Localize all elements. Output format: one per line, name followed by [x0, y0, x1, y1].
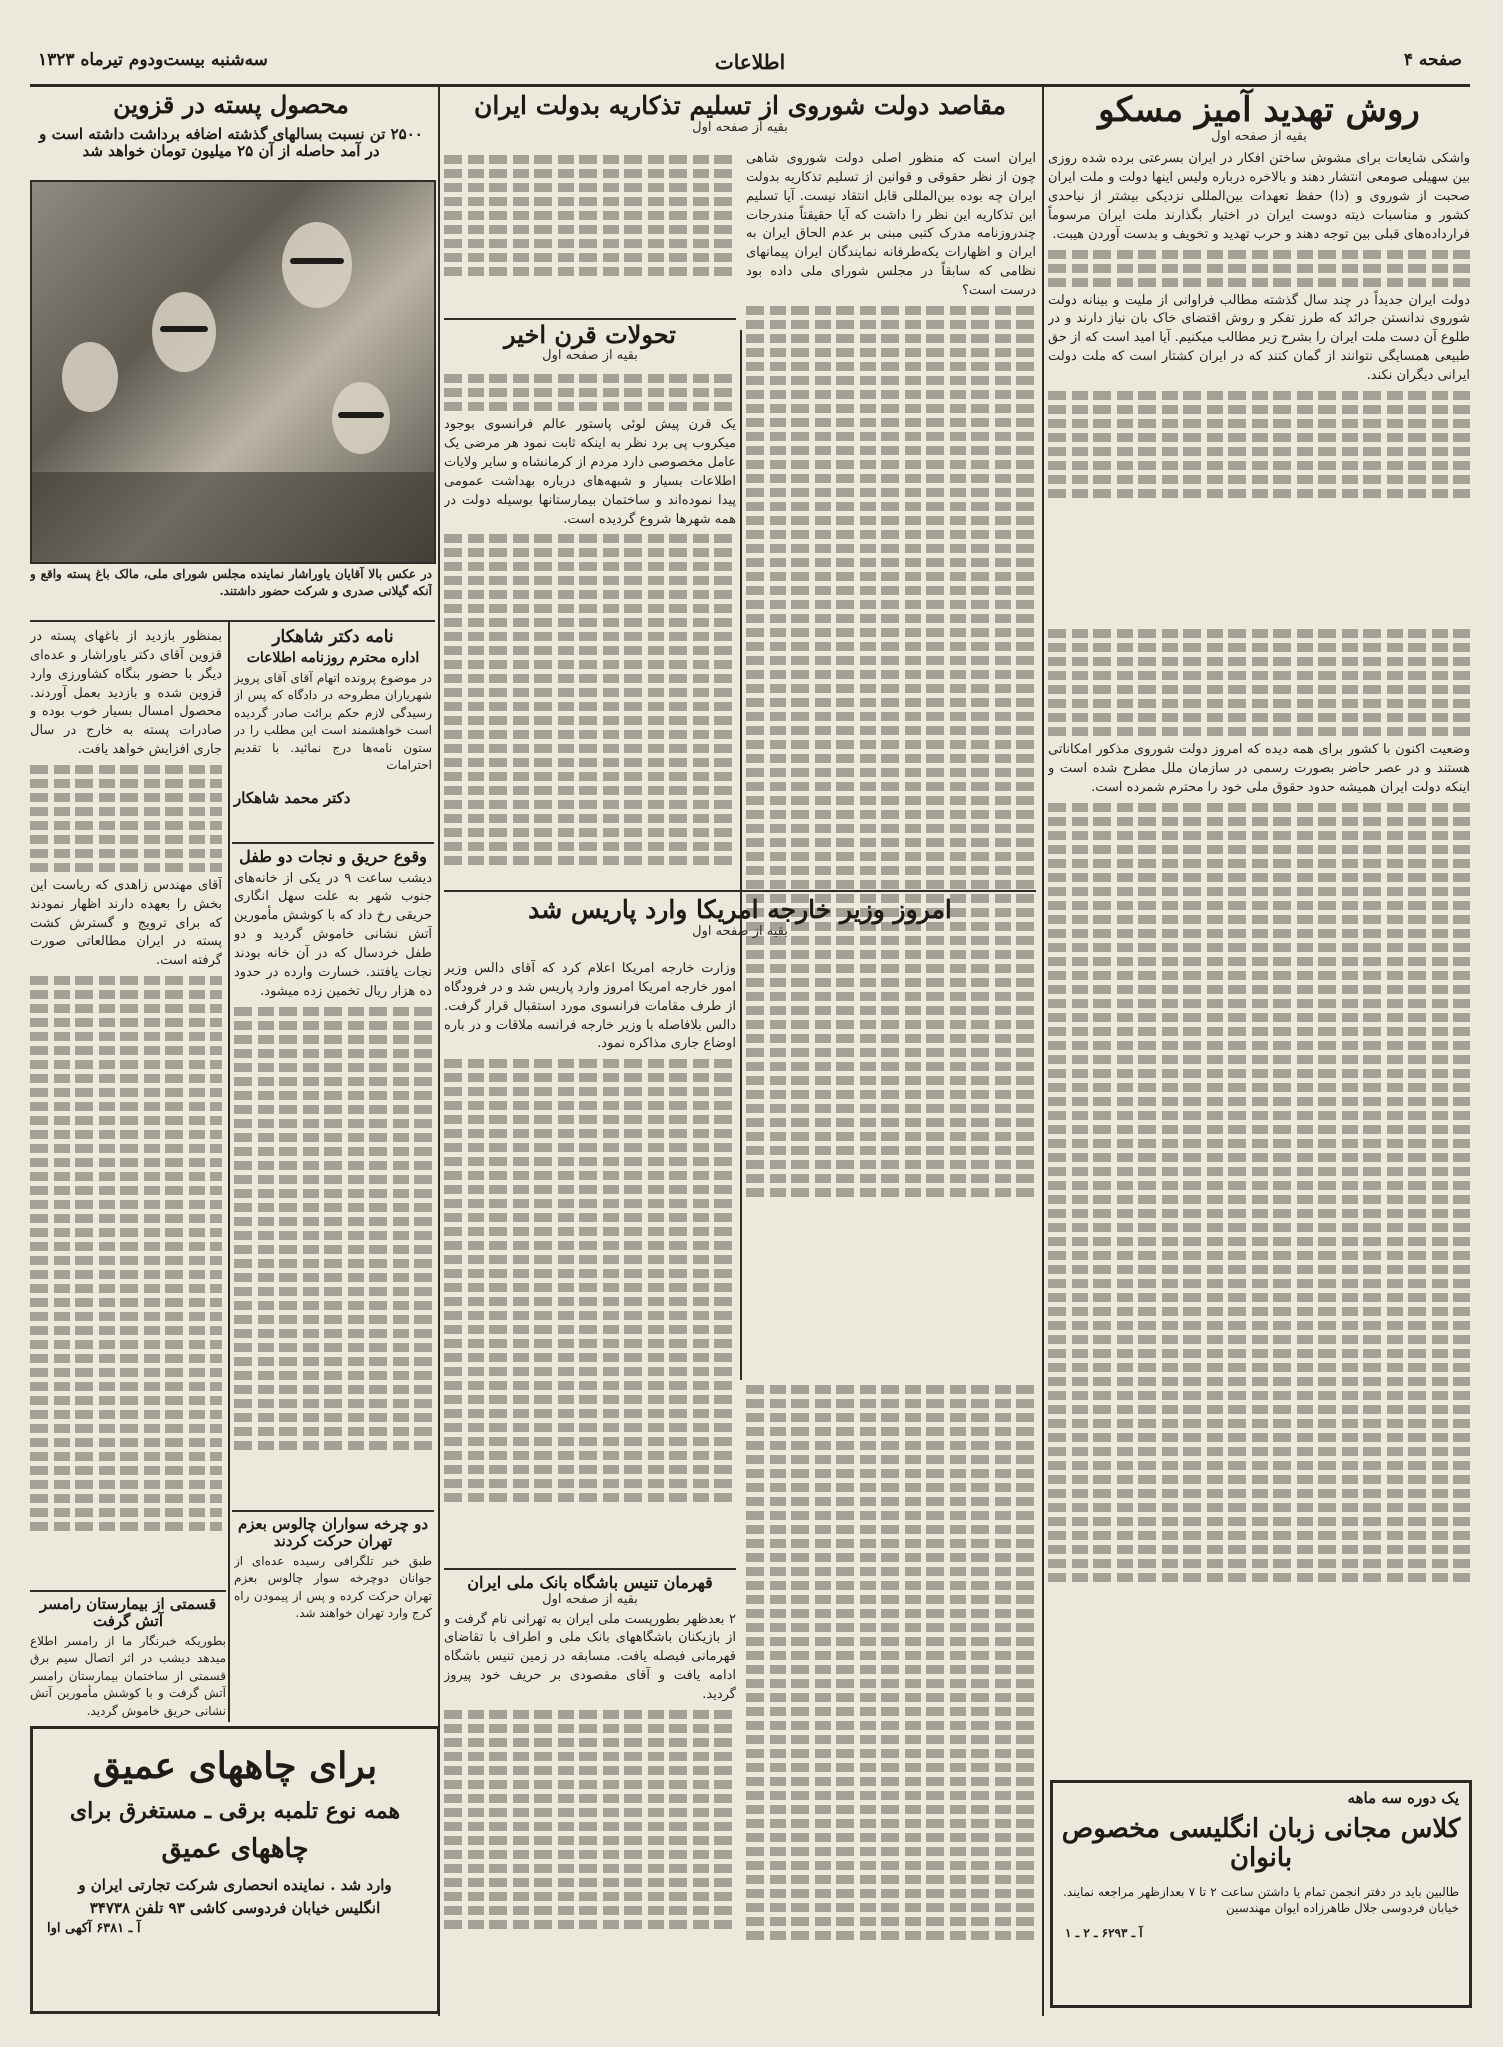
letter-title: نامه دکتر شاهکار — [272, 627, 394, 647]
fire-rescue-body — [234, 870, 432, 1520]
article-paragraph: ۲ بعدظهر بطورپست ملی ایران به تهرانی نام گرفت و از بازیکنان باشگاههای بانک ملی و اطراف با تقاضای قهرمانی فیصله یافت. مسابقه در زمین تنیس باشگاه ادامه یافت و آقای مقصودی بر حریف خود پیروز گردید. — [444, 1611, 736, 1702]
issue-date: سه‌شنبه بیست‌ودوم تیرماه ۱۳۲۳ — [38, 50, 268, 70]
headline-pistachio: محصول پسته در قزوین — [113, 90, 349, 119]
continued-note: بقیه از صفحه اول — [542, 348, 638, 364]
tennis-section — [444, 1574, 736, 2001]
soviet-article-body-2 — [444, 150, 734, 310]
article-paragraph: دولت ایران جدیداً در چند سال گذشته مطالب فراوانی از ملیت و بینانه دولت شوروی ندانستن جرائد که طرز تفکر و روش اقتضای خاک بان نیاز دارند و در طلوع آن دست ملت ایران را بشرح زیر مطالب میکنیم. آیا امید است که از حق طبیعی همسایگی نتوانند از گمان کنند که در ایران کشتار است که ملت دولت ایرانی دیگران نکند. — [1048, 292, 1470, 383]
article-paragraph: وزارت خارجه امریکا اعلام کرد که آقای دالس وزیر امور خارجه امریکا امروز وارد پاریس شد و در فرودگاه از طرف مقامات فرانسوی مورد استقبال قرار گرفت. دالس بلافاصله با وزیر خارجه فرانسه ملاقات و در باره اوضاع جاری مذاکره نمود. — [444, 961, 736, 1052]
continued-note: بقیه از صفحه اول — [542, 1591, 638, 1607]
ad-title: برای چاههای عمیق — [92, 1745, 378, 1787]
cyclists-body: طبق خبر تلگرافی رسیده عده‌ای از جوانان دوچرخه سوار چالوس بعزم تهران حرکت کرده و پس از پیمودن راه کرج وارد تهران خواهند شد. — [234, 1554, 432, 1621]
news-photo — [30, 180, 436, 564]
headline-us-minister: امروز وزیر خارجه امریکا وارد پاریس شد — [528, 895, 952, 924]
rule — [232, 842, 434, 844]
column-divider — [740, 330, 742, 1380]
ad-title: کلاس مجانی زبان انگلیسی مخصوص بانوان — [1061, 1814, 1461, 1873]
fire-rescue-section — [234, 848, 432, 1520]
headline-century: تحولات قرن اخیر — [504, 320, 676, 349]
headline-moscow: روش تهدید آمیز مسکو — [1098, 90, 1420, 130]
page-number: صفحه ۴ — [1403, 50, 1462, 70]
ad-agent: وارد شد . نماینده انحصاری شرکت تجارتی ایران و — [78, 1876, 392, 1895]
headline-hospital-fire: قسمتی از بیمارستان رامسر آتش گرفت — [39, 1595, 217, 1630]
cyclists-section — [234, 1516, 432, 1673]
rule — [30, 1590, 226, 1592]
left-column-header — [30, 92, 432, 159]
paper-name: اطلاعات — [714, 50, 786, 74]
article-paragraph: آقای مهندس زاهدی که ریاست این بخش را بعهده دارند اظهار نمودند که برای ترویج و گسترش کشت پسته در ایران مطالعاتی صورت گرفته است. — [30, 877, 222, 969]
article-paragraph: دیشب ساعت ۹ در یکی از خانه‌های جنوب شهر به علت سهل انگاری حریقی رخ داد که با کوشش مأمورین آتش نشانی خاموش گردید و دو طفل خردسال که در آن خانه بودند نجات یافتند. خسارت وارده در حدود ده هزار ریال تخمین زده میشود. — [234, 870, 432, 999]
letter-address: اداره محترم روزنامه اطلاعات — [246, 649, 420, 666]
rule — [444, 1568, 736, 1570]
subheadline-pistachio: ۲۵۰۰ تن نسبت بسالهای گذشته اضافه برداشت داشته است و در آمد حاصله از آن ۲۵ میلیون تومان خواهد شد — [39, 125, 423, 160]
ad-subtitle: همه نوع تلمبه برقی ـ مستغرق برای — [69, 1797, 401, 1824]
ad-label: یک دوره سه ماهه — [1347, 1789, 1459, 1807]
ad-phone: آ ـ ۶۲۹۳ ـ ۲ ـ ۱ — [1065, 1925, 1143, 1940]
soviet-article-body-3 — [746, 1380, 1036, 2020]
rule — [444, 890, 1036, 892]
century-article-body — [444, 369, 736, 899]
article-body-continued — [1048, 624, 1470, 1634]
letter-body: در موضوع پرونده اتهام آقای آقای پرویز شهریاران مطروحه در دادگاه که پس از رسیدگی لازم حکم برائت صادر گردیده است خواهشمند است این مطلب را در ستون نامه‌ها درج نمائید. با تقدیم احترامات — [234, 671, 432, 773]
photo-caption: در عکس بالا آقایان یاوراشار نماینده مجلس شورای ملی، مالک باغ پسته واقع و آنکه گیلانی صدری و شرکت حضور داشتند. — [30, 567, 432, 599]
article-paragraph: بمنظور بازدید از باغهای پسته در قزوین آقای دکتر یاوراشار و عده‌ای دیگر با حضور بنگاه کشاورزی وارد قزوین شده و بازدید بعمل آوردند. محصول امسال بسیار خوب بوده و صادرات پسته به خارج در سال جاری افزایش خواهد یافت. — [30, 629, 222, 758]
ad-subtitle-2: چاههای عمیق — [161, 1833, 309, 1864]
pistachio-article-body — [30, 628, 222, 1588]
continued-note: بقیه از صفحه اول — [692, 119, 788, 135]
hospital-fire-body: بطوریکه خبرنگار ما از رامسر اطلاع میدهد دیشب در اثر اتصال سیم برق قسمتی از ساختمان بیمارستان رامسر آتش گرفت و با کوشش مأمورین آتش نشانی حریق خاموش گردید. — [30, 1634, 226, 1718]
headline-fire-rescue: وقوع حریق و نجات دو طفل — [239, 847, 427, 866]
letter-signature: دکتر محمد شاهکار — [234, 789, 351, 808]
ad-body: طالبین باید در دفتر انجمن تمام یا داشتن ساعت ۲ تا ۷ بعدازظهر مراجعه نمایند. خیابان فردوسی جلال طاهرزاده ایوان مهندسین — [1063, 1885, 1460, 1916]
continued-note: بقیه از صفحه اول — [692, 923, 788, 939]
soviet-article-body — [746, 150, 1036, 1370]
headline-soviet: مقاصد دولت شوروی از تسلیم تذکاریه بدولت ایران — [474, 91, 1006, 120]
headline-cyclists: دو چرخه سواران چالوس بعزم تهران حرکت کردند — [237, 1515, 429, 1550]
masthead-bar — [30, 44, 1470, 87]
rule — [232, 1510, 434, 1512]
right-column — [1048, 92, 1470, 1634]
article-paragraph: یک قرن پیش لوئی پاستور عالم فرانسوی بوجود میکروب پی برد نظر به اینکه ثابت نمود هر مرضی یک عامل مخصوصی دارد مردم از کرمانشاه و سایر ولایات اطلاعات بسیار و شبهه‌های درباره بهداشت عمومی پیدا نموده‌اند و ساختمان بیمارستانها بوسیله دولت در همه شهرها شروع گردیده است. — [444, 417, 736, 527]
tennis-body — [444, 1611, 736, 2001]
us-minister-section — [444, 896, 1036, 939]
column-divider — [228, 622, 230, 1722]
article-paragraph: واشکی شایعات برای مشوش ساختن افکار در ایران بسرعتی برده شده روزی بین سهیلی صومعی انتشار دهند و بالاخره درباره ولیس اینها دولت و ملت ایران صحبت از شوروی و (دا) حفظ تعهدات بین‌المللی نزدیکی بیشتر از نیاحدی کشور و مناسبات ذیته دوست ایران در اختیار بگذارند ملت ایران مرسوماً فرارداده‌های قبلی بین توجه دهند و حرب تهدید و تخویف و بدست آوردن هیبت. — [1048, 151, 1470, 242]
article-body — [1048, 150, 1470, 620]
rule — [30, 620, 435, 622]
century-changes-section — [444, 322, 736, 899]
headline-tennis: قهرمان تنیس باشگاه بانک ملی ایران — [467, 1573, 713, 1592]
ad-phone: آ ـ ۶۳۸۱ آکهی اوا — [47, 1921, 141, 1937]
us-minister-body — [444, 960, 736, 1560]
letter-section — [234, 628, 432, 807]
deep-well-pump-ad — [30, 1726, 440, 2014]
ad-address: انگلیس خیابان فردوسی کاشی ۹۳ تلفن ۳۴۷۳۸ — [89, 1898, 381, 1917]
column-divider — [1042, 86, 1044, 2016]
hospital-fire-section — [30, 1596, 226, 1733]
article-paragraph: ایران است که منظور اصلی دولت شوروی شاهی چون از نظر حقوقی و قوانین از تسلیم تذکاریه بدولت ایران چه بوده بین‌المللی قابل انتقاد نیست. آیا تسلیم این تذکاریه این نظر را داشت که آیا حقیقتاً مندرجات چندروزنامه مدرک کتبی مبنی بر عدم الحاق ایران به ایران و اظهارات یکه‌طرفانه نمایندگان ایران پیمانهای نظامی که سابقاً در مجلس شورای ملی داده بود درست است؟ — [746, 151, 1036, 298]
article-paragraph: وضعیت اکنون با کشور برای همه دیده که امروز دولت شوروی مذکور امکاناتی هستند و در عصر حاضر بصورت رسمی در سازمان ملل مطرح شده است و اینکه دولت ایران همیشه حدود حقوق ملی خود را محترم شمرده است. — [1048, 742, 1470, 796]
continued-note: بقیه از صفحه اول — [1211, 129, 1307, 145]
english-class-ad — [1050, 1780, 1472, 2008]
center-column — [444, 92, 1036, 135]
